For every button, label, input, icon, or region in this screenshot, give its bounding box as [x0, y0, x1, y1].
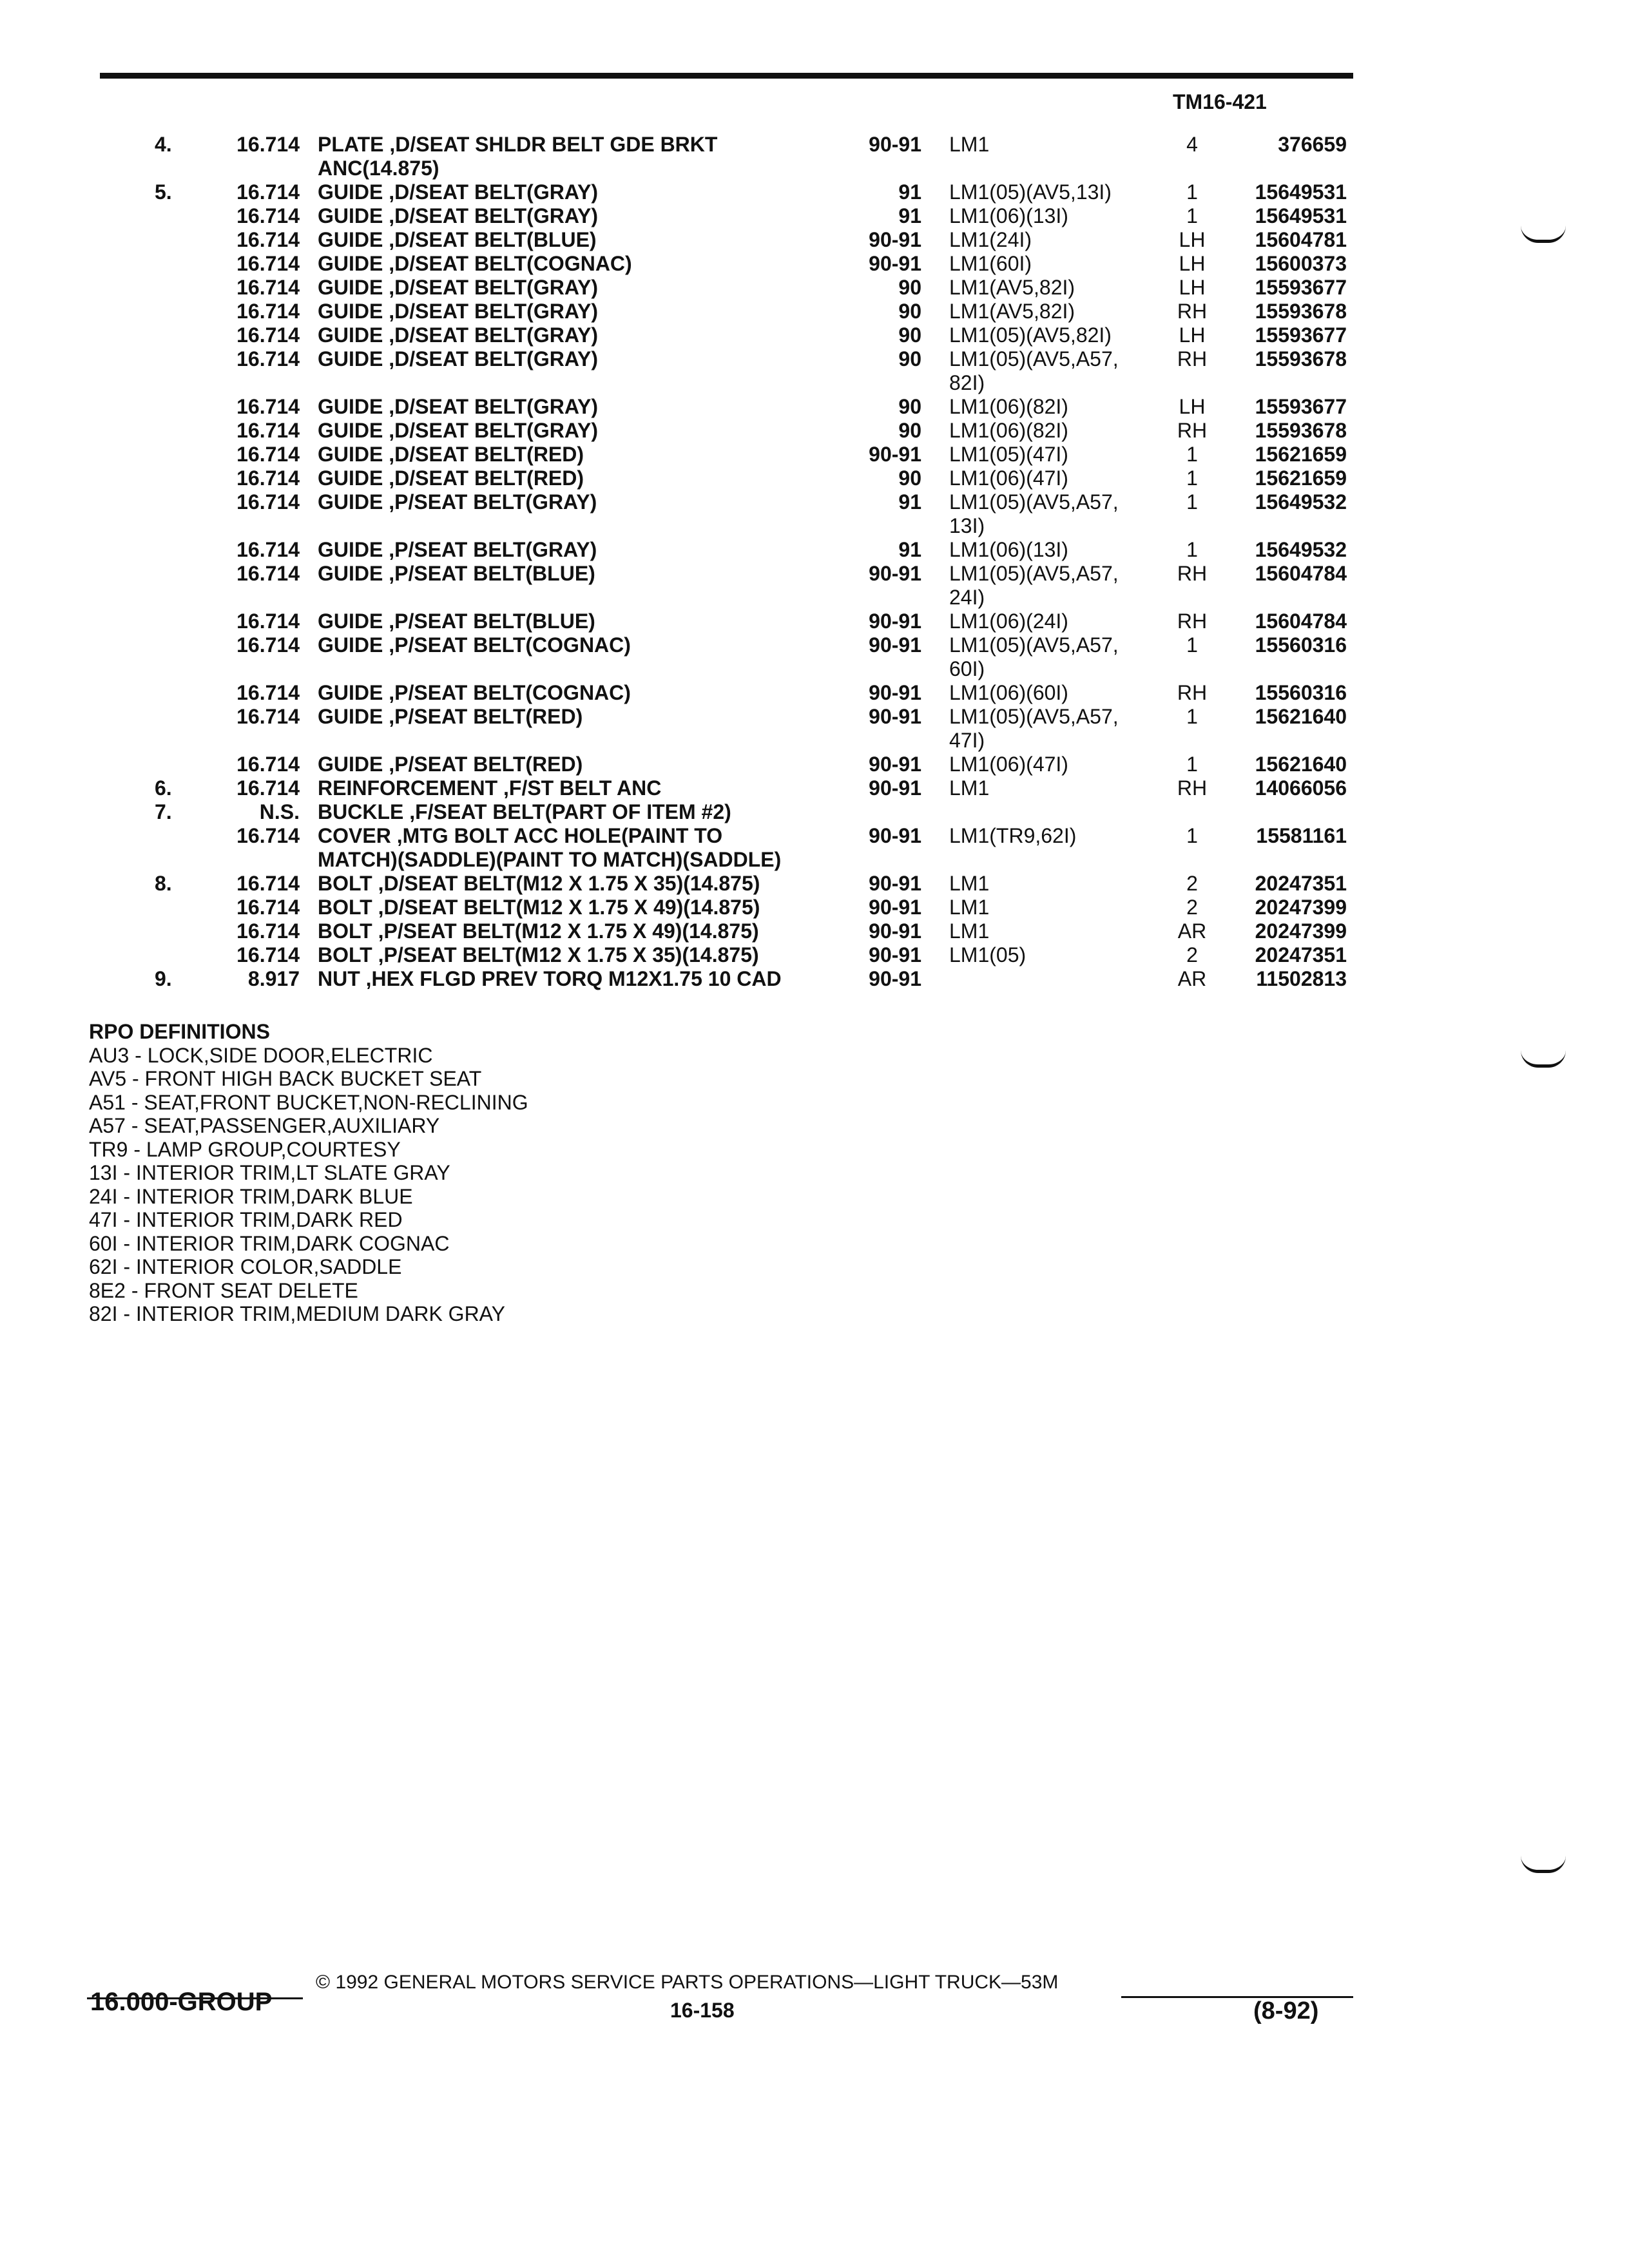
quantity: 4	[1186, 133, 1198, 156]
part-number: 376659	[1278, 133, 1347, 156]
part-number: 15593678	[1255, 419, 1347, 442]
model-year: 90-91	[869, 705, 921, 728]
quantity: RH	[1177, 419, 1208, 442]
group-number: 16.714	[236, 896, 300, 919]
quantity: RH	[1177, 776, 1208, 800]
part-description: GUIDE ,D/SEAT BELT(GRAY)	[318, 276, 598, 299]
usage-code: LM1(06)(47I)	[949, 466, 1068, 490]
model-year: 90	[898, 347, 921, 370]
quantity: LH	[1179, 323, 1206, 347]
model-year: 90-91	[869, 443, 921, 466]
binding-mark	[1521, 1856, 1566, 1873]
quantity: 2	[1186, 872, 1198, 895]
part-description: BOLT ,P/SEAT BELT(M12 X 1.75 X 35)(14.875)	[318, 943, 759, 966]
part-description: BUCKLE ,F/SEAT BELT(PART OF ITEM #2)	[318, 800, 731, 823]
quantity: 1	[1186, 466, 1198, 490]
model-year: 90	[898, 466, 921, 490]
table-row	[0, 633, 1629, 681]
table-row	[0, 896, 1629, 919]
table-row	[0, 300, 1629, 323]
part-number: 11502813	[1256, 967, 1347, 990]
usage-code: LM1(05)(AV5,A57, 82I)	[949, 347, 1119, 394]
part-number: 15649532	[1255, 490, 1347, 514]
group-number: 16.714	[236, 776, 300, 800]
table-row	[0, 276, 1629, 300]
table-row	[0, 466, 1629, 490]
part-description: BOLT ,P/SEAT BELT(M12 X 1.75 X 49)(14.875)	[318, 919, 759, 943]
model-year: 90-91	[869, 896, 921, 919]
usage-code: LM1(06)(13I)	[949, 538, 1068, 561]
part-number: 15621640	[1255, 753, 1347, 776]
quantity: 1	[1186, 705, 1198, 728]
usage-code: LM1(06)(60I)	[949, 681, 1068, 704]
usage-code: LM1(05)(AV5,13I)	[949, 180, 1112, 204]
item-number: 4.	[155, 133, 172, 156]
group-number: 16.714	[236, 300, 300, 323]
part-description: GUIDE ,D/SEAT BELT(GRAY)	[318, 180, 598, 204]
table-row	[0, 610, 1629, 633]
rpo-item: AV5 - FRONT HIGH BACK BUCKET SEAT	[89, 1067, 482, 1090]
model-year: 90	[898, 323, 921, 347]
footer-copyright: © 1992 GENERAL MOTORS SERVICE PARTS OPERATIONS—LIGHT TRUCK—53M	[316, 1972, 1059, 1993]
table-row	[0, 133, 1629, 180]
quantity: LH	[1179, 276, 1206, 299]
group-number: 16.714	[236, 443, 300, 466]
part-number: 15621659	[1255, 466, 1347, 490]
revision-date: (8-92)	[1253, 1997, 1319, 2024]
table-row	[0, 753, 1629, 776]
model-year: 90-91	[869, 633, 921, 657]
part-number: 15621659	[1255, 443, 1347, 466]
part-number: 15593678	[1255, 347, 1347, 370]
part-description: COVER ,MTG BOLT ACC HOLE(PAINT TO MATCH)(SADDLE)(PAINT TO MATCH)(SADDLE)	[318, 824, 782, 871]
quantity: 2	[1186, 943, 1198, 966]
usage-code: LM1(06)(24I)	[949, 610, 1068, 633]
item-number: 9.	[155, 967, 172, 990]
table-row	[0, 419, 1629, 443]
usage-code: LM1(05)	[949, 943, 1027, 966]
table-row	[0, 872, 1629, 896]
part-number: 15560316	[1255, 633, 1347, 657]
table-row	[0, 538, 1629, 562]
quantity: RH	[1177, 300, 1208, 323]
quantity: 2	[1186, 896, 1198, 919]
usage-code: LM1(06)(47I)	[949, 753, 1068, 776]
rpo-item: 62I - INTERIOR COLOR,SADDLE	[89, 1255, 402, 1278]
model-year: 91	[898, 490, 921, 514]
usage-code: LM1(AV5,82I)	[949, 276, 1075, 299]
group-number: 16.714	[236, 204, 300, 227]
group-number: 16.714	[236, 466, 300, 490]
part-description: GUIDE ,D/SEAT BELT(BLUE)	[318, 228, 597, 251]
quantity: AR	[1177, 919, 1207, 943]
item-number: 7.	[155, 800, 172, 823]
usage-code: LM1(05)(47I)	[949, 443, 1068, 466]
model-year: 90-91	[869, 610, 921, 633]
part-number: 15581161	[1256, 824, 1347, 847]
table-row	[0, 228, 1629, 252]
footer-group: 16.000-GROUP	[90, 1988, 273, 2016]
part-number: 15600373	[1255, 252, 1347, 275]
part-number: 15593678	[1255, 300, 1347, 323]
group-number: 16.714	[236, 562, 300, 585]
model-year: 90	[898, 395, 921, 418]
part-description: GUIDE ,D/SEAT BELT(GRAY)	[318, 300, 598, 323]
quantity: 1	[1186, 538, 1198, 561]
group-number: 16.714	[236, 180, 300, 204]
part-number: 15593677	[1255, 276, 1347, 299]
rpo-item: AU3 - LOCK,SIDE DOOR,ELECTRIC	[89, 1043, 433, 1067]
table-row	[0, 800, 1629, 824]
group-number: 16.714	[236, 943, 300, 966]
part-description: NUT ,HEX FLGD PREV TORQ M12X1.75 10 CAD	[318, 967, 782, 990]
part-description: GUIDE ,D/SEAT BELT(COGNAC)	[318, 252, 632, 275]
rpo-title: RPO DEFINITIONS	[89, 1020, 270, 1043]
item-number: 5.	[155, 180, 172, 204]
usage-code: LM1	[949, 896, 990, 919]
part-number: 20247399	[1255, 896, 1347, 919]
group-number: 16.714	[236, 323, 300, 347]
table-row	[0, 967, 1629, 991]
quantity: RH	[1177, 347, 1208, 370]
quantity: 1	[1186, 204, 1198, 227]
model-year: 90-91	[869, 562, 921, 585]
model-year: 90-91	[869, 824, 921, 847]
part-description: GUIDE ,D/SEAT BELT(GRAY)	[318, 419, 598, 442]
table-row	[0, 180, 1629, 204]
model-year: 91	[898, 180, 921, 204]
usage-code: LM1(06)(13I)	[949, 204, 1068, 227]
part-description: GUIDE ,D/SEAT BELT(GRAY)	[318, 347, 598, 370]
table-row	[0, 776, 1629, 800]
group-number: 16.714	[236, 133, 300, 156]
part-number: 15649532	[1255, 538, 1347, 561]
part-description: GUIDE ,D/SEAT BELT(GRAY)	[318, 395, 598, 418]
usage-code: LM1	[949, 776, 990, 800]
group-number: 16.714	[236, 228, 300, 251]
group-number: 16.714	[236, 490, 300, 514]
part-description: REINFORCEMENT ,F/ST BELT ANC	[318, 776, 662, 800]
quantity: RH	[1177, 681, 1208, 704]
part-number: 15604784	[1255, 562, 1347, 585]
usage-code: LM1	[949, 872, 990, 895]
usage-code: LM1(05)(AV5,A57, 47I)	[949, 705, 1119, 752]
usage-code: LM1(06)(82I)	[949, 419, 1068, 442]
table-row	[0, 395, 1629, 419]
usage-code: LM1(06)(82I)	[949, 395, 1068, 418]
part-description: GUIDE ,P/SEAT BELT(COGNAC)	[318, 681, 631, 704]
table-row	[0, 681, 1629, 705]
model-year: 90	[898, 276, 921, 299]
model-year: 90-91	[869, 943, 921, 966]
group-number: 16.714	[236, 276, 300, 299]
part-description: BOLT ,D/SEAT BELT(M12 X 1.75 X 49)(14.875)	[318, 896, 760, 919]
rpo-definitions	[89, 1020, 528, 1326]
part-number: 15604784	[1255, 610, 1347, 633]
quantity: 1	[1186, 824, 1198, 847]
part-number: 20247351	[1255, 872, 1347, 895]
table-row	[0, 252, 1629, 276]
part-number: 15560316	[1255, 681, 1347, 704]
model-year: 90-91	[869, 967, 921, 990]
parts-list	[0, 133, 1629, 991]
part-description: GUIDE ,D/SEAT BELT(GRAY)	[318, 323, 598, 347]
part-number: 15593677	[1255, 323, 1347, 347]
table-row	[0, 705, 1629, 753]
usage-code: LM1(05)(AV5,A57, 60I)	[949, 633, 1119, 680]
quantity: LH	[1179, 252, 1206, 275]
part-number: 15593677	[1255, 395, 1347, 418]
usage-code: LM1	[949, 133, 990, 156]
usage-code: LM1(60I)	[949, 252, 1032, 275]
rpo-item: 24I - INTERIOR TRIM,DARK BLUE	[89, 1184, 413, 1208]
rpo-item: A51 - SEAT,FRONT BUCKET,NON-RECLINING	[89, 1090, 528, 1114]
model-year: 90-91	[869, 228, 921, 251]
part-description: GUIDE ,P/SEAT BELT(GRAY)	[318, 538, 597, 561]
table-row	[0, 347, 1629, 395]
table-row	[0, 943, 1629, 967]
table-row	[0, 490, 1629, 538]
usage-code: LM1(05)(AV5,A57, 13I)	[949, 490, 1119, 537]
table-row	[0, 204, 1629, 228]
part-description: GUIDE ,D/SEAT BELT(RED)	[318, 443, 584, 466]
part-description: PLATE ,D/SEAT SHLDR BELT GDE BRKT ANC(14.875)	[318, 133, 718, 180]
model-year: 90-91	[869, 919, 921, 943]
group-number: 16.714	[236, 395, 300, 418]
part-description: GUIDE ,P/SEAT BELT(RED)	[318, 753, 583, 776]
part-number: 20247351	[1255, 943, 1347, 966]
part-description: GUIDE ,D/SEAT BELT(RED)	[318, 466, 584, 490]
group-number: 16.714	[236, 252, 300, 275]
group-number: 8.917	[247, 967, 300, 990]
rpo-item: 60I - INTERIOR TRIM,DARK COGNAC	[89, 1231, 450, 1255]
model-year: 90-91	[869, 872, 921, 895]
usage-code: LM1(24I)	[949, 228, 1032, 251]
part-number: 15604781	[1255, 228, 1347, 251]
quantity: RH	[1177, 562, 1208, 585]
group-number: 16.714	[236, 872, 300, 895]
rpo-list	[89, 1044, 528, 1326]
usage-code: LM1(TR9,62I)	[949, 824, 1077, 847]
model-year: 90-91	[869, 776, 921, 800]
usage-code: LM1(05)(AV5,82I)	[949, 323, 1112, 347]
part-number: 15649531	[1255, 204, 1347, 227]
model-year: 90-91	[869, 753, 921, 776]
quantity: RH	[1177, 610, 1208, 633]
model-year: 90	[898, 300, 921, 323]
group-number: 16.714	[236, 538, 300, 561]
quantity: 1	[1186, 443, 1198, 466]
group-number: 16.714	[236, 419, 300, 442]
model-year: 90-91	[869, 133, 921, 156]
part-description: GUIDE ,P/SEAT BELT(BLUE)	[318, 562, 595, 585]
part-description: GUIDE ,P/SEAT BELT(BLUE)	[318, 610, 595, 633]
model-year: 90-91	[869, 252, 921, 275]
part-description: GUIDE ,D/SEAT BELT(GRAY)	[318, 204, 598, 227]
rpo-item: A57 - SEAT,PASSENGER,AUXILIARY	[89, 1114, 440, 1137]
usage-code: LM1(05)(AV5,A57, 24I)	[949, 562, 1119, 609]
quantity: 1	[1186, 633, 1198, 657]
group-number: 16.714	[236, 824, 300, 847]
binding-mark	[1521, 1050, 1566, 1068]
quantity: 1	[1186, 490, 1198, 514]
item-number: 6.	[155, 776, 172, 800]
part-number: 14066056	[1255, 776, 1347, 800]
part-description: GUIDE ,P/SEAT BELT(COGNAC)	[318, 633, 631, 657]
top-rule	[100, 73, 1353, 79]
group-number: 16.714	[236, 753, 300, 776]
part-number: 15621640	[1255, 705, 1347, 728]
group-number: 16.714	[236, 705, 300, 728]
quantity: 1	[1186, 180, 1198, 204]
model-year: 91	[898, 204, 921, 227]
quantity: 1	[1186, 753, 1198, 776]
group-number: 16.714	[236, 681, 300, 704]
group-number: 16.714	[236, 919, 300, 943]
part-number: 15649531	[1255, 180, 1347, 204]
table-row	[0, 443, 1629, 466]
table-row	[0, 919, 1629, 943]
item-number: 8.	[155, 872, 172, 895]
rpo-item: TR9 - LAMP GROUP,COURTESY	[89, 1137, 401, 1161]
quantity: LH	[1179, 395, 1206, 418]
usage-code: LM1	[949, 919, 990, 943]
group-number: N.S.	[259, 800, 300, 823]
quantity: LH	[1179, 228, 1206, 251]
table-row	[0, 323, 1629, 347]
quantity: AR	[1177, 967, 1207, 990]
group-number: 16.714	[236, 633, 300, 657]
table-row	[0, 562, 1629, 610]
model-year: 90	[898, 419, 921, 442]
part-description: BOLT ,D/SEAT BELT(M12 X 1.75 X 35)(14.875)	[318, 872, 760, 895]
rpo-item: 47I - INTERIOR TRIM,DARK RED	[89, 1208, 403, 1231]
page-number: 16-158	[670, 1999, 735, 2022]
document-id: TM16-421	[1173, 90, 1267, 113]
rpo-item: 13I - INTERIOR TRIM,LT SLATE GRAY	[89, 1161, 450, 1184]
part-number: 20247399	[1255, 919, 1347, 943]
model-year: 90-91	[869, 681, 921, 704]
rpo-item: 8E2 - FRONT SEAT DELETE	[89, 1278, 358, 1302]
group-number: 16.714	[236, 610, 300, 633]
part-description: GUIDE ,P/SEAT BELT(RED)	[318, 705, 583, 728]
table-row	[0, 824, 1629, 872]
rpo-item: 82I - INTERIOR TRIM,MEDIUM DARK GRAY	[89, 1302, 505, 1325]
part-description: GUIDE ,P/SEAT BELT(GRAY)	[318, 490, 597, 514]
usage-code: LM1(AV5,82I)	[949, 300, 1075, 323]
group-number: 16.714	[236, 347, 300, 370]
model-year: 91	[898, 538, 921, 561]
